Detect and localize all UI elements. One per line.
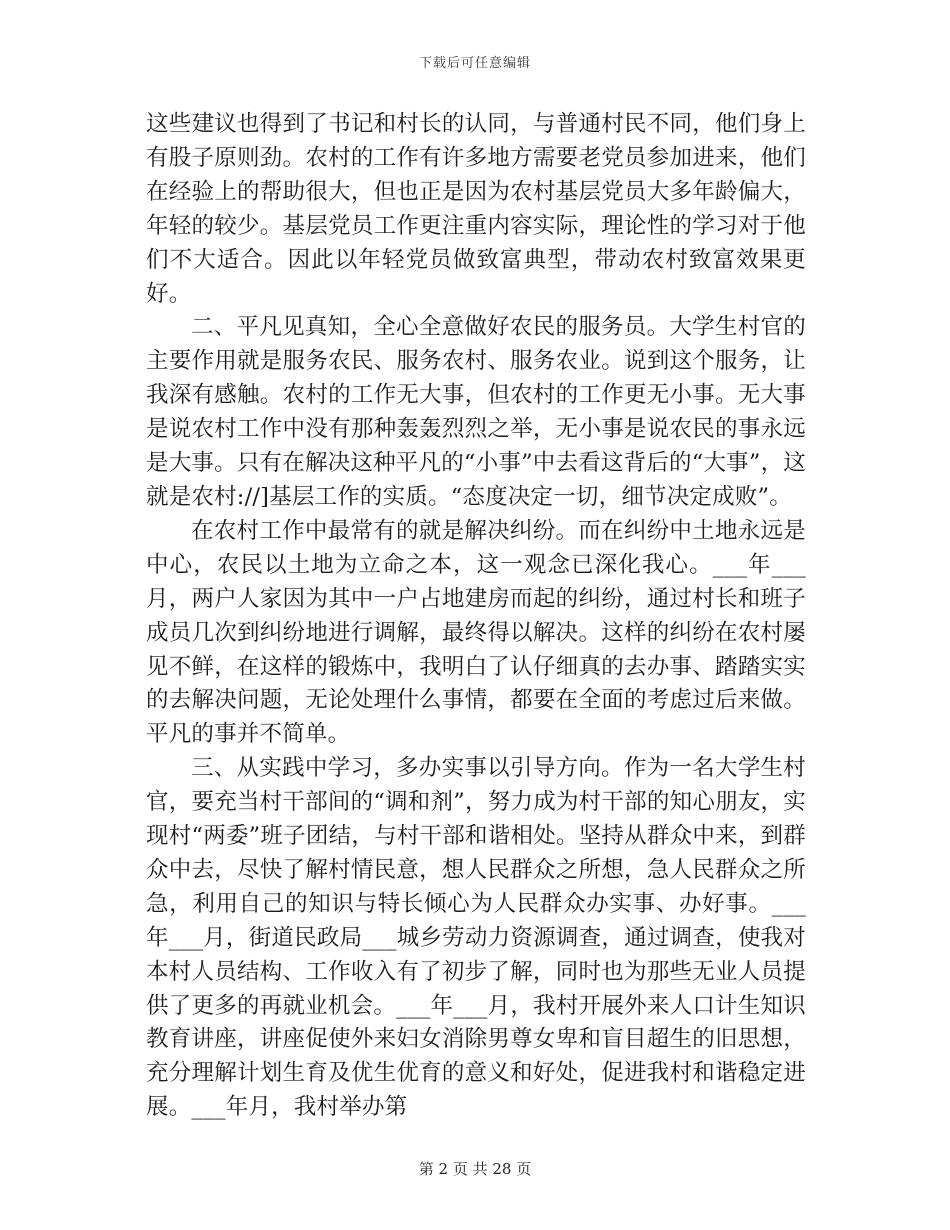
paragraph-2: 二、平凡见真知，全心全意做好农民的服务员。大学生村官的主要作用就是服务农民、服务农村、服务农业。说到这个服务，让我深有感触。农村的工作无大事，但农村的工作更无小事。无大事是说农村工作中没有那种轰轰烈烈之举，无小事是说农民的事永远是大事。只有在解决这种平凡的“小事”中去看这背后的“大事”，这就是农村://]基层工作的实质。“态度决定一切，细节决定成败”。 xyxy=(146,314,806,510)
page-header: 下载后可任意编辑 xyxy=(418,56,531,71)
paragraph-3: 在农村工作中最常有的就是解决纠纷。而在纠纷中土地永远是中心，农民以土地为立命之本，这一观念已深化我心。___年___月，两户人家因为其中一户占地建房而起的纠纷，通过村长和班子成员几次到纠纷地进行调解，最终得以解决。这样的纠纷在农村屡见不鲜，在这样的锻炼中，我明白了认仔细真的去办事、踏踏实实的去解决问题，无论处理什么事情，都要在全面的考虑过后来做。平凡的事并不简单。 xyxy=(146,517,806,748)
document-body xyxy=(146,108,806,1125)
paragraph-4: 三、从实践中学习，多办实事以引导方向。作为一名大学生村官，要充当村干部间的“调和剂”，努力成为村干部的知心朋友，实现村“两委”班子团结，与村干部和谐相处。坚持从群众中来，到群众中去，尽快了解村情民意，想人民群众之所想，急人民群众之所急，利用自己的知识与特长倾心为人民群众办实事、办好事。___年___月，街道民政局___城乡劳动力资源调查，通过调查，使我对本村人员结构、工作收入有了初步了解，同时也为那些无业人员提供了更多的再就业机会。___年___月，我村开展外来人口计生知识教育讲座，讲座促使外来妇女消除男尊女卑和盲目超生的旧思想，充分理解计划生育及优生优育的意义和好处，促进我村和谐稳定进展。___年月，我村举办第 xyxy=(146,755,806,1121)
page-footer: 第 2 页 共 28 页 xyxy=(418,1160,532,1178)
paragraph-1: 这些建议也得到了书记和村长的认同，与普通村民不同，他们身上有股子原则劲。农村的工作有许多地方需要老党员参加进来，他们在经验上的帮助很大，但也正是因为农村基层党员大多年龄偏大，年轻的较少。基层党员工作更注重内容实际，理论性的学习对于他们不大适合。因此以年轻党员做致富典型，带动农村致富效果更好。 xyxy=(146,111,806,307)
